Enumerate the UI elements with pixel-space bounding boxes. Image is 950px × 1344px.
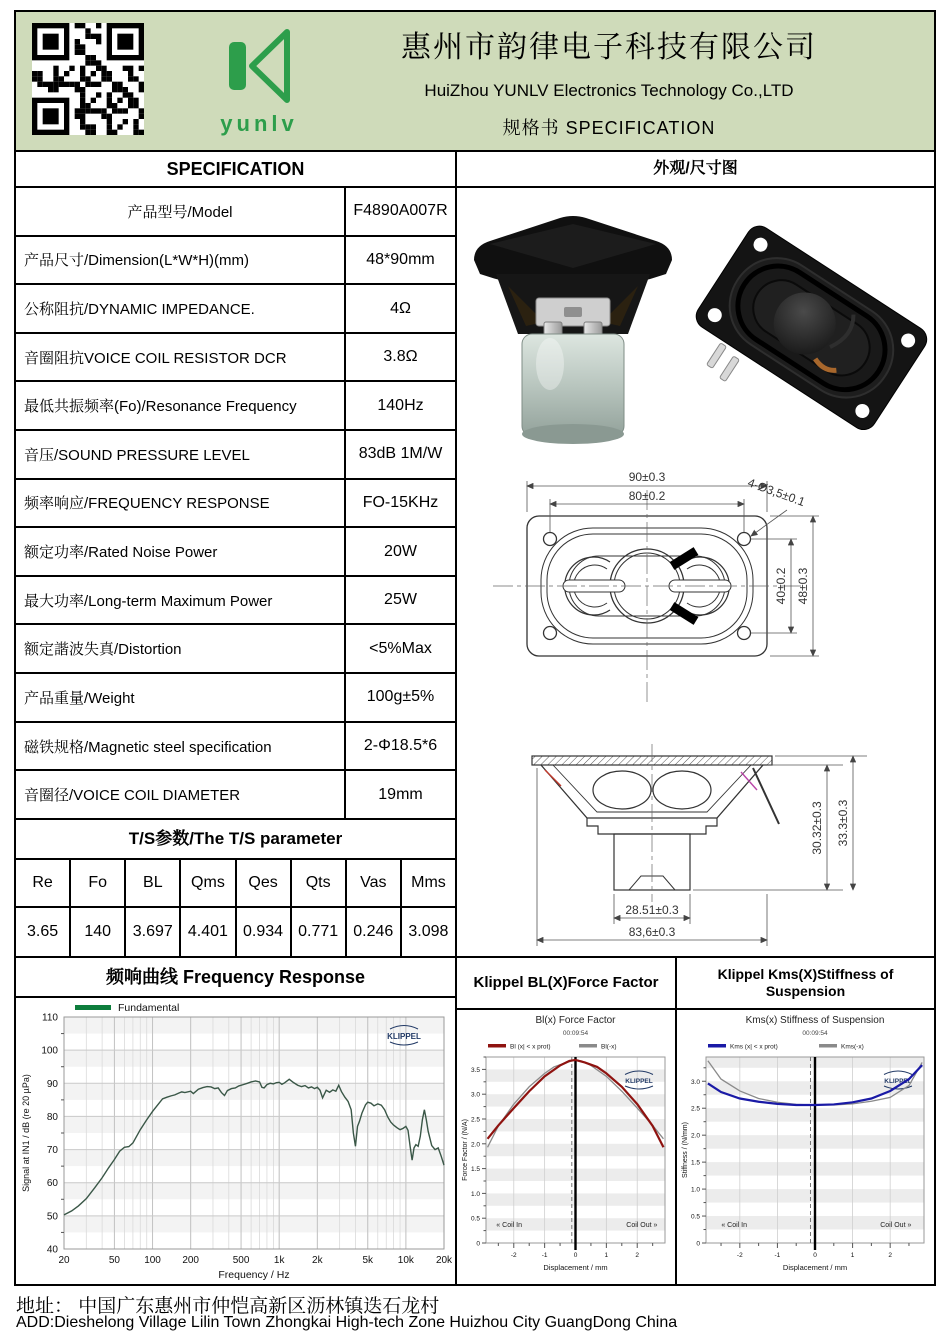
svg-text:1.0: 1.0 — [690, 1186, 700, 1194]
ts-header-cell: Re — [16, 860, 71, 906]
svg-text:Stiffness / (N/mm): Stiffness / (N/mm) — [682, 1122, 689, 1178]
svg-text:1.5: 1.5 — [690, 1159, 700, 1167]
spec-row-label: 频率响应/FREQUENCY RESPONSE — [16, 480, 346, 527]
address-cn: 地址： 中国广东惠州市仲恺高新区沥林镇迭石龙村 — [16, 1296, 440, 1317]
drawing-title: 外观/尺寸图 — [457, 152, 934, 188]
svg-text:Coil Out »: Coil Out » — [626, 1222, 658, 1230]
svg-text:80: 80 — [46, 1111, 58, 1123]
dim-holes-note: 4-Ø3,5±0.1 — [745, 475, 807, 510]
spec-row-value: 2-Φ18.5*6 — [363, 737, 438, 754]
svg-text:Bl(x) Force Factor: Bl(x) Force Factor — [535, 1015, 616, 1026]
spec-row-label: 磁铁规格/Magnetic steel specification — [16, 723, 346, 770]
svg-text:00:09:54: 00:09:54 — [802, 1030, 828, 1037]
svg-text:2.0: 2.0 — [690, 1132, 700, 1140]
spec-row-label: 音圈径/VOICE COIL DIAMETER — [16, 771, 346, 818]
spec-row-value: 20W — [384, 542, 417, 560]
company-name-cn: 惠州市韵律电子科技有限公司 — [401, 31, 817, 64]
svg-text:500: 500 — [232, 1255, 250, 1266]
svg-text:Bl (x| < x prot): Bl (x| < x prot) — [510, 1043, 551, 1051]
svg-text:1: 1 — [850, 1252, 855, 1259]
dim-width-outer: 90±0.3 — [628, 470, 666, 484]
svg-text:100: 100 — [41, 1045, 58, 1057]
svg-text:2.5: 2.5 — [690, 1105, 700, 1113]
spec-row-label: 最大功率/Long-term Maximum Power — [16, 577, 346, 624]
svg-text:3.0: 3.0 — [470, 1091, 480, 1099]
document-frame — [14, 10, 936, 1286]
svg-text:Kms (x| < x prot): Kms (x| < x prot) — [730, 1043, 778, 1051]
svg-text:200: 200 — [182, 1255, 200, 1266]
svg-text:-1: -1 — [541, 1252, 548, 1259]
svg-text:60: 60 — [46, 1178, 58, 1190]
svg-text:40: 40 — [46, 1244, 58, 1256]
bl-force-chart — [459, 1011, 673, 1283]
spec-row — [16, 528, 455, 577]
spec-row-value: F4890A007R — [353, 202, 448, 220]
header — [16, 12, 934, 152]
bl-force-panel — [457, 958, 677, 1284]
spec-row — [16, 674, 455, 723]
main-content — [16, 152, 934, 956]
spec-row-label: 产品重量/Weight — [16, 674, 346, 721]
svg-text:1: 1 — [604, 1252, 609, 1259]
ts-value-cell: 3.098 — [408, 923, 449, 940]
svg-text:KLIPPEL: KLIPPEL — [625, 1078, 653, 1085]
svg-text:Fundamental: Fundamental — [118, 1002, 180, 1014]
svg-text:-1: -1 — [774, 1252, 781, 1259]
spec-row-value: FO-15KHz — [362, 493, 439, 511]
svg-text:2.0: 2.0 — [470, 1141, 480, 1149]
spec-row — [16, 334, 455, 383]
spec-row-value: 3.8Ω — [383, 348, 418, 366]
spec-row-label: 产品尺寸/Dimension(L*W*H)(mm) — [16, 237, 346, 284]
spec-row — [16, 431, 455, 480]
spec-table-title: SPECIFICATION — [16, 152, 455, 188]
qr-code — [32, 23, 144, 140]
svg-text:0: 0 — [813, 1252, 817, 1259]
svg-text:00:09:54: 00:09:54 — [562, 1030, 589, 1037]
spec-row — [16, 625, 455, 674]
svg-text:0.5: 0.5 — [690, 1213, 700, 1221]
spec-row — [16, 382, 455, 431]
dim-height-inner: 40±0.2 — [774, 567, 788, 605]
spec-row-label: 音圈阻抗VOICE COIL RESISTOR DCR — [16, 334, 346, 381]
dim-magnet-width: 28.51±0.3 — [625, 903, 679, 917]
doc-type-title: 规格书 SPECIFICATION — [502, 118, 716, 138]
spec-row-label: 额定諧波失真/Distortion — [16, 625, 346, 672]
speaker-photo-side-view — [460, 194, 686, 460]
svg-text:0: 0 — [696, 1240, 700, 1248]
svg-text:KLIPPEL: KLIPPEL — [884, 1078, 912, 1085]
spec-row — [16, 723, 455, 772]
spec-row-value: 100g±5% — [366, 688, 435, 706]
ts-header-cell: Qes — [237, 860, 292, 906]
ts-header-cell: Qms — [181, 860, 236, 906]
dimension-drawing-front — [457, 466, 927, 728]
dim-depth-inner: 30.32±0.3 — [810, 801, 824, 855]
svg-text:70: 70 — [46, 1145, 58, 1157]
svg-text:KLIPPEL: KLIPPEL — [387, 1032, 421, 1041]
svg-text:3.0: 3.0 — [690, 1078, 700, 1086]
logo-wordmark: yunlv — [220, 110, 298, 136]
dim-basket-width: 83,6±0.3 — [628, 925, 676, 939]
svg-text:2k: 2k — [312, 1255, 323, 1266]
svg-text:« Coil In: « Coil In — [721, 1222, 748, 1230]
ts-value-cell: 0.246 — [347, 908, 402, 956]
frequency-response-panel — [16, 958, 457, 1284]
svg-text:20k: 20k — [435, 1255, 453, 1266]
spec-row-label: 产品型号/Model — [16, 188, 346, 235]
company-name-en: HuiZhou YUNLV Electronics Technology Co.,LTD — [424, 81, 794, 100]
spec-row — [16, 771, 455, 820]
spec-row-value: 48*90mm — [366, 250, 435, 268]
ts-value-cell: 3.65 — [16, 908, 71, 956]
svg-text:Signal at IN1 / dB (re 20 µPa): Signal at IN1 / dB (re 20 µPa) — [21, 1074, 31, 1192]
dim-height-outer: 48±0.3 — [796, 567, 810, 605]
svg-text:0.5: 0.5 — [470, 1215, 480, 1223]
ts-header-cell: Mms — [411, 874, 446, 891]
svg-text:0: 0 — [476, 1240, 480, 1248]
svg-text:5k: 5k — [362, 1255, 374, 1266]
spec-row-label: 音压/SOUND PRESSURE LEVEL — [16, 431, 346, 478]
svg-text:Frequency / Hz: Frequency / Hz — [218, 1269, 290, 1281]
spec-column — [16, 152, 457, 956]
spec-row-value: <5%Max — [369, 639, 432, 657]
spec-row-value: 140Hz — [377, 396, 424, 414]
spec-row-value: 19mm — [378, 785, 423, 803]
ts-header-cell: BL — [126, 860, 181, 906]
ts-header-cell: Qts — [292, 860, 347, 906]
dimension-drawing-side — [457, 728, 927, 956]
kms-stiffness-chart — [679, 1011, 932, 1283]
svg-text:100: 100 — [144, 1255, 161, 1266]
svg-text:0: 0 — [573, 1252, 578, 1259]
svg-text:-2: -2 — [510, 1252, 517, 1259]
dim-depth-outer: 33.3±0.3 — [836, 799, 850, 847]
spec-row — [16, 577, 455, 626]
frequency-response-title: 频响曲线 Frequency Response — [16, 958, 455, 998]
spec-row-value: 25W — [384, 591, 417, 609]
svg-text:1.5: 1.5 — [470, 1166, 480, 1174]
svg-text:2: 2 — [888, 1252, 892, 1259]
ts-value-cell: 0.771 — [292, 908, 347, 956]
header-titles — [334, 22, 934, 140]
svg-text:110: 110 — [42, 1012, 58, 1024]
kms-stiffness-title: Klippel Kms(X)Stiffness of Suspension — [677, 958, 934, 1010]
svg-text:2.5: 2.5 — [470, 1116, 480, 1124]
svg-text:Kms(-x): Kms(-x) — [841, 1043, 864, 1051]
speaker-photo-front-view — [692, 194, 932, 460]
company-logo — [184, 26, 334, 137]
dim-hole-span: 80±0.2 — [628, 489, 666, 503]
svg-text:« Coil In: « Coil In — [496, 1222, 522, 1230]
svg-text:90: 90 — [46, 1078, 58, 1090]
ts-header-row — [16, 860, 455, 908]
svg-text:1.0: 1.0 — [470, 1190, 480, 1198]
spec-row — [16, 188, 455, 237]
ts-value-cell: 140 — [71, 908, 126, 956]
charts-band — [16, 956, 934, 1284]
spec-row-value: 4Ω — [390, 299, 411, 317]
spec-row — [16, 480, 455, 529]
svg-text:Bl(-x): Bl(-x) — [601, 1043, 617, 1051]
svg-text:Coil Out »: Coil Out » — [880, 1222, 912, 1230]
drawing-column — [457, 152, 934, 956]
svg-text:Displacement / mm: Displacement / mm — [782, 1263, 848, 1272]
qr-code-image — [32, 23, 144, 135]
spec-row — [16, 237, 455, 286]
spec-row-label: 最低共振频率(Fo)/Resonance Frequency — [16, 382, 346, 429]
svg-text:50: 50 — [46, 1211, 58, 1223]
kms-stiffness-panel — [677, 958, 934, 1284]
svg-text:1k: 1k — [273, 1255, 285, 1266]
spec-row-label: 公称阻抗/DYNAMIC IMPEDANCE. — [16, 285, 346, 332]
ts-value-row — [16, 908, 455, 956]
svg-text:20: 20 — [58, 1255, 70, 1266]
svg-text:50: 50 — [108, 1255, 120, 1266]
svg-text:-2: -2 — [736, 1252, 743, 1259]
product-photos — [457, 188, 934, 466]
address-en: ADD:Dieshelong Village Lilin Town Zhongkai High-tech Zone Huizhou City GuangDong China — [16, 1314, 678, 1331]
svg-text:Displacement / mm: Displacement / mm — [543, 1263, 608, 1272]
svg-text:10k: 10k — [397, 1255, 414, 1266]
spec-row-label: 额定功率/Rated Noise Power — [16, 528, 346, 575]
ts-value-cell: 0.934 — [237, 908, 292, 956]
svg-text:Force Factor / (N/A): Force Factor / (N/A) — [462, 1119, 469, 1181]
spec-table — [16, 188, 455, 820]
svg-text:2: 2 — [635, 1252, 640, 1259]
spec-row-value: 83dB 1M/W — [358, 445, 443, 463]
frequency-response-chart — [17, 999, 454, 1283]
speaker-logo-icon — [215, 26, 303, 104]
ts-value-cell: 3.697 — [126, 908, 181, 956]
ts-header-cell: Fo — [71, 860, 126, 906]
bl-force-title: Klippel BL(X)Force Factor — [457, 958, 675, 1010]
svg-text:3.5: 3.5 — [470, 1066, 480, 1074]
svg-text:Kms(x) Stiffness of Suspension: Kms(x) Stiffness of Suspension — [745, 1015, 885, 1026]
ts-table-title: T/S参数/The T/S parameter — [16, 820, 455, 860]
ts-header-cell: Vas — [347, 860, 402, 906]
ts-value-cell: 4.401 — [181, 908, 236, 956]
spec-row — [16, 285, 455, 334]
